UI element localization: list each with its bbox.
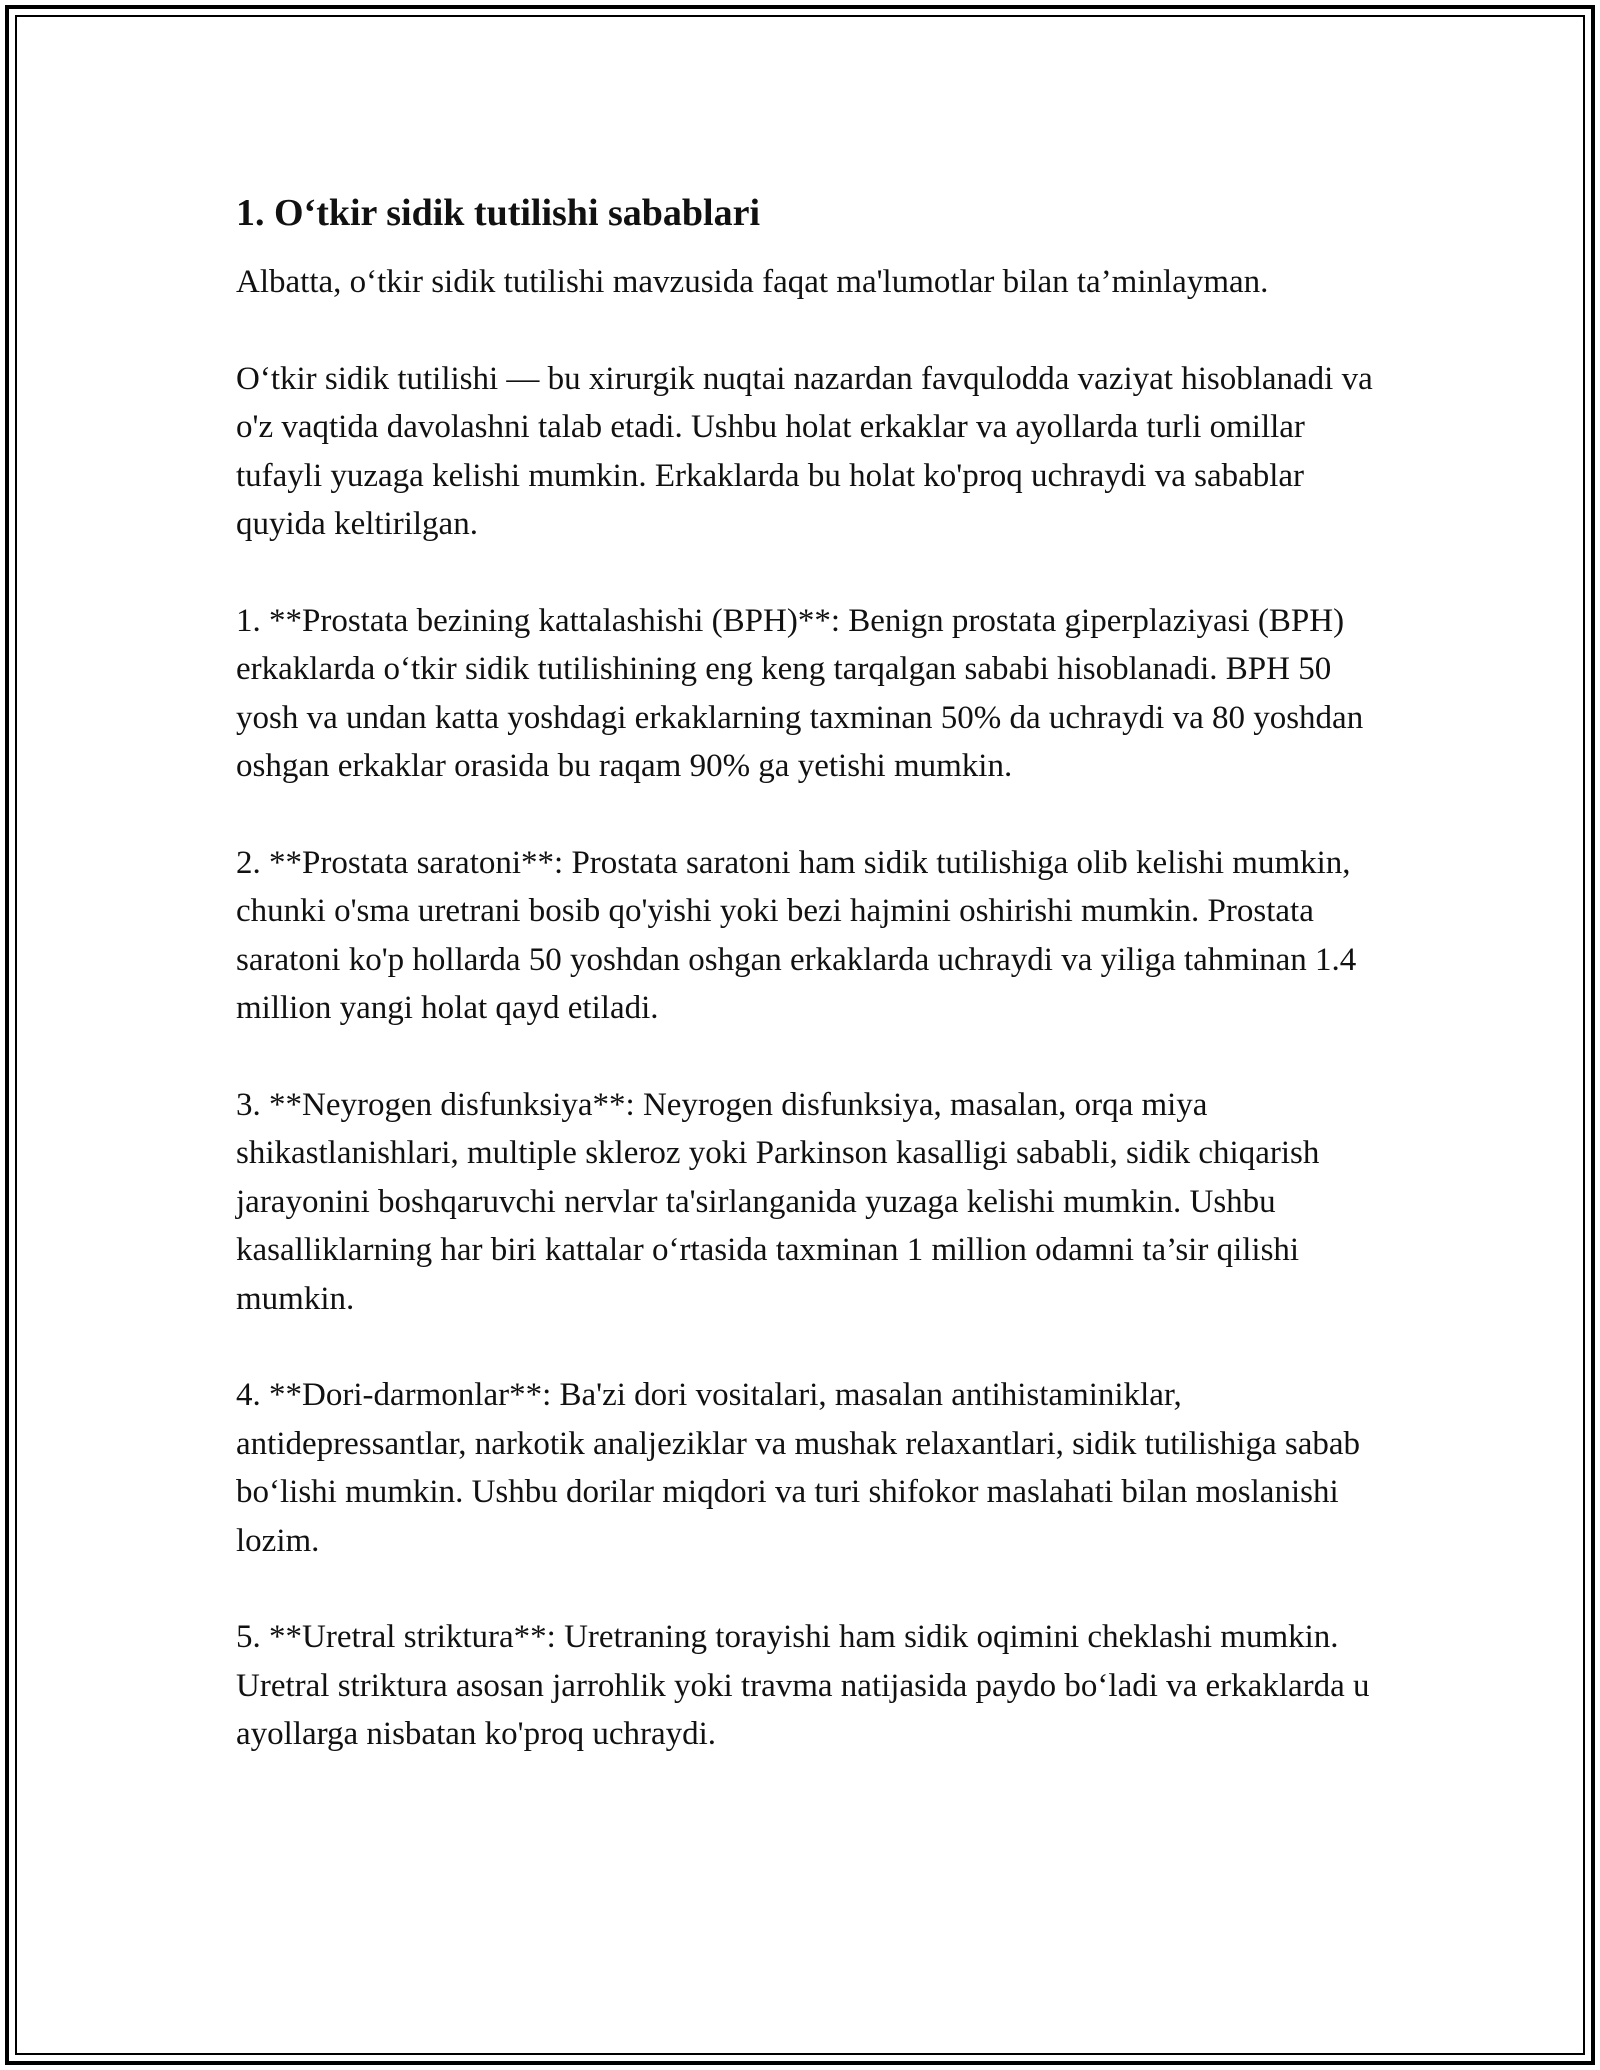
cause-prostate-cancer-paragraph: 2. **Prostata saratoni**: Prostata saratoni ham sidik tutilishiga olib kelishi mumkin, chunki o'sma uretrani bosib qo'yishi yoki bezi hajmini oshirishi mumkin. Prostata saratoni ko'p hollarda 50 yoshdan oshgan erkaklarda uchraydi va yiliga tahminan 1.4 million yangi holat qayd etiladi. — [236, 844, 1357, 1026]
intro-paragraph: Albatta, o‘tkir sidik tutilishi mavzusida faqat ma'lumotlar bilan ta’minlayman. — [236, 264, 1269, 300]
cause-urethral-stricture-paragraph: 5. **Uretral striktura**: Uretraning torayishi ham sidik oqimini cheklashi mumkin. Uretral striktura asosan jarrohlik yoki travma natijasida paydo bo‘ladi va erkaklarda u ayollarga nisbatan ko'proq uchraydi. — [236, 1619, 1370, 1752]
cause-neurogenic-paragraph: 3. **Neyrogen disfunksiya**: Neyrogen disfunksiya, masalan, orqa miya shikastlanishlari, multiple skleroz yoki Parkinson kasalligi sababli, sidik chiqarish jarayonini boshqaruvchi nervlar ta'sirlanganida yuzaga kelishi mumkin. Ushbu kasalliklarning har biri kattalar o‘rtasida taxminan 1 million odamni ta’sir qilishi mumkin. — [236, 1086, 1320, 1317]
cause-bph-paragraph: 1. **Prostata bezining kattalashishi (BPH)**: Benign prostata giperplaziyasi (BPH) erkaklarda o‘tkir sidik tutilishining eng keng tarqalgan sababi hisoblanadi. BPH 50 yosh va undan katta yoshdagi erkaklarning taxminan 50% da uchraydi va 80 yoshdan oshgan erkaklar orasida bu raqam 90% ga yetishi mumkin. — [236, 602, 1364, 784]
section-heading: 1. O‘tkir sidik tutilishi sabablari — [236, 192, 761, 234]
overview-paragraph: O‘tkir sidik tutilishi — bu xirurgik nuqtai nazardan favqulodda vaziyat hisoblanadi va o'z vaqtida davolashni talab etadi. Ushbu holat erkaklar va ayollarda turli omillar tufayli yuzaga kelishi mumkin. Erkaklarda bu holat ko'proq uchraydi va sabablar quyida keltirilgan. — [236, 360, 1373, 542]
document-body — [236, 186, 1396, 1759]
cause-medications-paragraph: 4. **Dori-darmonlar**: Ba'zi dori vositalari, masalan antihistaminiklar, antidepressantlar, narkotik analjeziklar va mushak relaxantlari, sidik tutilishiga sabab bo‘lishi mumkin. Ushbu dorilar miqdori va turi shifokor maslahati bilan moslanishi lozim. — [236, 1377, 1360, 1559]
